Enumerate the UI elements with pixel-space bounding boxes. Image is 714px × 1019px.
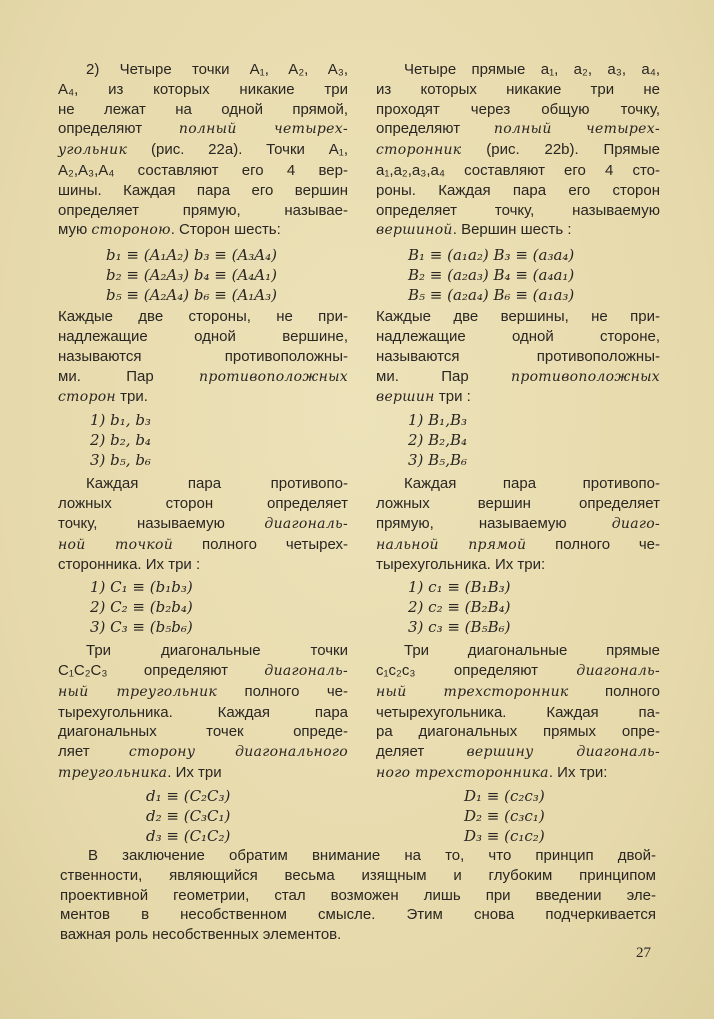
text-segment: Три диагональные прямые [404, 642, 660, 660]
text-line [58, 327, 348, 347]
paragraph-conclusion [60, 846, 656, 945]
paragraph-complete-quadrangle [58, 60, 348, 241]
text-segment: проективной геометрии, стал возможен лишь при введении эле- [60, 886, 656, 904]
text-segment: b₂ ≡ (A₂A₃) b₄ ≡ (A₄A₁) [106, 266, 277, 285]
text-line [58, 661, 348, 682]
text-segment: деляет [376, 743, 467, 761]
text-line [90, 450, 348, 470]
text-line [90, 617, 348, 637]
formula-vertices [408, 245, 660, 305]
text-line [376, 80, 660, 100]
text-line [376, 722, 660, 742]
text-segment: . Вершин шесть : [452, 221, 572, 239]
italic-term: ный треугольник [58, 683, 218, 700]
page-number: 27 [636, 945, 651, 961]
text-segment: ляет [58, 743, 129, 761]
text-segment: 2) C₂ ≡ (b₂b₄) [90, 598, 193, 617]
italic-term: вершину диагональ- [466, 744, 660, 761]
text-segment: 1) b₁, b₃ [90, 411, 151, 430]
italic-term: угольник [58, 142, 128, 159]
formula-sides [106, 245, 348, 305]
text-segment: B₅ ≡ (a₂a₄) B₆ ≡ (a₁a₃) [408, 286, 575, 305]
text-line [408, 617, 660, 637]
text-line [376, 201, 660, 221]
text-segment: ственности, являющийся весьма изящным и глубоким принципом [60, 866, 656, 884]
text-line [58, 703, 348, 723]
text-line [376, 140, 660, 161]
list-opposite-sides [90, 410, 348, 470]
text-segment: сторонника. Их три : [58, 556, 201, 574]
text-line [376, 494, 660, 514]
italic-term: диагональ- [264, 662, 348, 679]
italic-term: диагональ- [576, 662, 660, 679]
text-line [106, 285, 348, 305]
text-segment: полного [568, 682, 660, 700]
text-segment: 3) C₃ ≡ (b₅b₆) [90, 618, 193, 637]
list-diagonal-points [90, 577, 348, 637]
text-line [376, 474, 660, 494]
text-segment: тырехугольника. Каждая пара [58, 703, 348, 721]
text-segment: 3) b₅, b₆ [90, 451, 151, 470]
italic-term: сторону диагонального [128, 744, 348, 761]
text-line [376, 161, 660, 181]
text-line [60, 886, 656, 906]
text-line [376, 661, 660, 682]
text-segment: Каждые две вершины, не при- [376, 308, 660, 326]
text-segment: тырехугольника. Их три: [376, 556, 546, 574]
text-line [376, 763, 660, 784]
paragraph-diagonal-triangle [58, 641, 348, 784]
italic-term: вершин [376, 389, 435, 406]
text-line [58, 161, 348, 181]
text-line [58, 201, 348, 221]
text-line [58, 100, 348, 120]
text-segment: называются противоположны- [58, 347, 348, 365]
text-line [408, 450, 660, 470]
paragraph-complete-quadrilateral [376, 60, 660, 241]
text-segment: определяют [376, 120, 494, 138]
left-column [58, 60, 348, 846]
text-line [58, 220, 348, 241]
text-line [464, 786, 660, 806]
text-line [90, 410, 348, 430]
text-line [60, 925, 656, 945]
text-line [376, 367, 660, 388]
text-line [58, 60, 348, 80]
text-segment: прямую, называемую [376, 514, 612, 532]
text-line [58, 742, 348, 763]
text-line [58, 535, 348, 556]
text-segment: b₅ ≡ (A₂A₄) b₆ ≡ (A₁A₃) [106, 286, 277, 305]
text-segment: C₁C₂C₃ определяют [58, 661, 265, 679]
text-segment: d₂ ≡ (C₃C₁) [146, 806, 231, 825]
text-segment: A₄, из которых никакие три [58, 80, 348, 98]
text-segment: Три диагональные точки [86, 642, 348, 660]
text-segment: полного че- [526, 535, 660, 553]
text-segment: 2) Четыре точки A₁, A₂, A₃, [86, 61, 348, 78]
text-segment: (рис. 22b). Прямые [461, 141, 660, 159]
text-segment: 3) B₅,B₆ [408, 451, 468, 470]
italic-term: ный трехсторонник [376, 683, 569, 700]
text-segment: мую [58, 221, 92, 239]
text-segment: ложных вершин определяет [376, 494, 660, 512]
italic-term: противоположных [511, 368, 660, 385]
text-line [58, 474, 348, 494]
text-segment: В заключение обратим внимание на то, что принцип двой- [88, 847, 656, 864]
text-segment: три. [115, 388, 148, 406]
text-segment: важная роль несобственных элементов. [60, 926, 342, 944]
text-line [376, 641, 660, 661]
text-segment: ра диагональных прямых опре- [376, 723, 660, 741]
text-segment: D₂ ≡ (c₃c₁) [464, 806, 545, 825]
text-segment: не лежат на одной прямой, [58, 100, 348, 118]
text-segment: проходят через общую точку, [376, 100, 660, 118]
italic-term: противоположных [199, 368, 348, 385]
text-line [464, 826, 660, 846]
text-segment: ми. Пар [58, 367, 199, 385]
text-line [376, 535, 660, 556]
text-segment: D₁ ≡ (c₂c₃) [464, 786, 545, 805]
text-segment: три : [434, 388, 471, 406]
text-line [408, 285, 660, 305]
text-line [376, 347, 660, 367]
text-segment: надлежащие одной стороне, [376, 327, 660, 345]
text-line [90, 577, 348, 597]
text-segment: Каждая пара противопо- [86, 475, 348, 493]
text-segment: ложных сторон определяет [58, 494, 348, 512]
text-line [376, 555, 660, 575]
text-segment: полного че- [217, 682, 348, 700]
text-segment: ментов в несобственном смысле. Этим снова подчеркивается [60, 906, 656, 924]
italic-term: вершиной [376, 222, 453, 239]
text-line [106, 245, 348, 265]
text-segment: полного четырех- [173, 535, 348, 553]
text-line [376, 100, 660, 120]
italic-term: ного трехсторонника [376, 764, 549, 781]
text-line [90, 597, 348, 617]
text-line [58, 181, 348, 201]
text-line [376, 327, 660, 347]
text-segment: . Сторон шесть: [170, 221, 281, 239]
text-segment: из которых никакие три не [376, 80, 660, 98]
text-line [408, 577, 660, 597]
text-segment: называются противоположны- [376, 347, 660, 365]
text-segment: ми. Пар [376, 367, 511, 385]
paragraph-diagonal-lines [376, 474, 660, 575]
text-segment: четырехугольника. Каждая па- [376, 703, 660, 721]
italic-term: полный четырех- [178, 121, 348, 138]
text-segment: 2) b₂, b₄ [90, 431, 151, 450]
list-diagonal-lines [408, 577, 660, 637]
text-segment: роны. Каждая пара его сторон [376, 181, 660, 199]
text-line [376, 181, 660, 201]
text-segment: 1) B₁,B₃ [408, 411, 468, 430]
text-segment: определяют [58, 120, 179, 138]
italic-term: ной точкой [58, 536, 174, 553]
list-opposite-vertices [408, 410, 660, 470]
text-segment: 2) c₂ ≡ (B₂B₄) [408, 598, 511, 617]
text-line [58, 387, 348, 408]
text-line [58, 555, 348, 575]
text-line [408, 245, 660, 265]
text-line [60, 846, 656, 866]
text-segment: c₁c₂c₃ определяют [376, 661, 577, 679]
italic-term: полный четырех- [493, 121, 660, 138]
text-segment: B₂ ≡ (a₂a₃) B₄ ≡ (a₄a₁) [408, 266, 575, 285]
text-segment: A₂,A₃,A₄ составляют его 4 вер- [58, 161, 348, 179]
text-line [376, 703, 660, 723]
text-line [376, 307, 660, 327]
text-line [58, 347, 348, 367]
text-segment: 2) B₂,B₄ [408, 431, 468, 450]
italic-term: сторон [58, 389, 116, 406]
text-segment: d₁ ≡ (C₂C₃) [146, 786, 231, 805]
text-line [146, 826, 348, 846]
text-line [58, 514, 348, 535]
text-segment: B₁ ≡ (a₁a₂) B₃ ≡ (a₃a₄) [408, 246, 575, 265]
text-line [58, 367, 348, 388]
text-line [408, 597, 660, 617]
text-segment: (рис. 22a). Точки A₁, [127, 141, 348, 159]
text-line [58, 307, 348, 327]
italic-term: диагональ- [264, 515, 348, 532]
formula-trilateral-vertices [464, 786, 660, 846]
text-segment: . Их три [167, 763, 222, 781]
text-segment: 1) C₁ ≡ (b₁b₃) [90, 578, 193, 597]
text-line [146, 786, 348, 806]
paragraph-opposite-sides [58, 307, 348, 408]
text-line [90, 430, 348, 450]
text-segment: надлежащие одной вершине, [58, 327, 348, 345]
text-line [58, 119, 348, 140]
italic-term: диаго- [611, 515, 660, 532]
text-segment: Каждая пара противопо- [404, 475, 660, 493]
text-line [58, 763, 348, 784]
paragraph-opposite-vertices [376, 307, 660, 408]
italic-term: сторонник [376, 142, 462, 159]
text-line [60, 905, 656, 925]
text-segment: 3) c₃ ≡ (B₅B₆) [408, 618, 511, 637]
text-segment: шины. Каждая пара его вершин [58, 181, 348, 199]
text-line [376, 682, 660, 703]
text-line [376, 387, 660, 408]
italic-term: треугольника [58, 764, 168, 781]
text-line [146, 806, 348, 826]
text-segment: Четыре прямые a₁, a₂, a₃, a₄, [404, 61, 660, 78]
text-line [376, 220, 660, 241]
text-line [58, 682, 348, 703]
text-segment: b₁ ≡ (A₁A₂) b₃ ≡ (A₃A₄) [106, 246, 277, 265]
paragraph-diagonal-trilateral [376, 641, 660, 784]
text-line [58, 641, 348, 661]
text-line [408, 265, 660, 285]
text-segment: определяет прямую, называе- [58, 201, 348, 219]
text-segment: определяет точку, называемую [376, 201, 660, 219]
text-segment: диагональных точек опреде- [58, 723, 348, 741]
text-line [408, 410, 660, 430]
text-line [464, 806, 660, 826]
text-segment: D₃ ≡ (c₁c₂) [464, 826, 545, 845]
text-segment: . Их три: [548, 763, 608, 781]
text-segment: точку, называемую [58, 514, 265, 532]
italic-term: нальной прямой [376, 536, 527, 553]
text-segment: Каждые две стороны, не при- [58, 308, 348, 326]
text-line [58, 722, 348, 742]
text-line [58, 140, 348, 161]
text-segment: 1) c₁ ≡ (B₁B₃) [408, 578, 511, 597]
text-line [376, 119, 660, 140]
right-column [376, 60, 660, 846]
text-segment: a₁,a₂,a₃,a₄ составляют его 4 сто- [376, 161, 660, 179]
text-line [58, 80, 348, 100]
paragraph-diagonal-points [58, 474, 348, 575]
text-line [408, 430, 660, 450]
text-line [60, 866, 656, 886]
text-line [58, 494, 348, 514]
text-line [376, 742, 660, 763]
text-line [106, 265, 348, 285]
text-segment: d₃ ≡ (C₁C₂) [146, 826, 231, 845]
formula-triangle-sides [146, 786, 348, 846]
text-line [376, 60, 660, 80]
text-line [376, 514, 660, 535]
italic-term: стороною [91, 222, 171, 239]
